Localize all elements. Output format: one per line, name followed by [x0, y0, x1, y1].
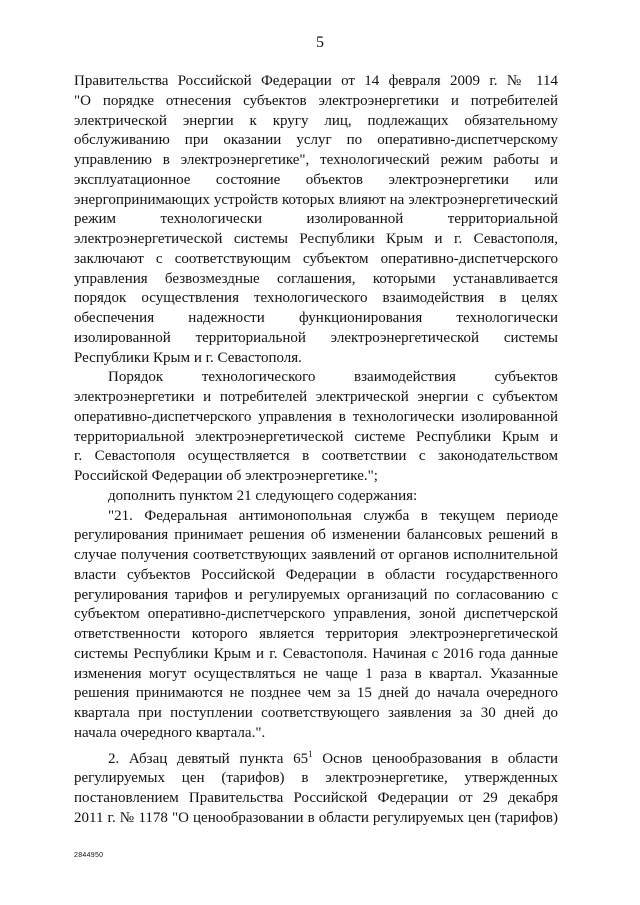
text-line: эксплуатационное состояние объектов электроэнергетики или — [74, 171, 558, 188]
text-line: квартала при поступлении соответствующего заявления за 30 дней до — [74, 705, 558, 721]
text-line: "О порядке отнесения субъектов электроэнергетики и потребителей — [74, 92, 558, 109]
text-line: дополнить пунктом 21 следующего содержания: — [108, 487, 418, 504]
text-line: оперативно-диспетчерского управления в технологически изолированной — [74, 408, 558, 425]
text-line: 2011 г. № 1178 "О ценообразовании в области регулируемых цен (тарифов) — [74, 809, 558, 826]
text-line: изменения могут осуществляться не чаще 1 раза в квартал. Указанные — [74, 665, 558, 682]
text-line: постановлением Правительства Российской Федерации от 29 декабря — [74, 790, 558, 806]
text-line: Правительства Российской Федерации от 14 февраля 2009 г. № 114 — [74, 73, 558, 89]
text-line: изолированной территориальной электроэнергетической системы — [74, 329, 558, 346]
text-line: Порядок технологического взаимодействия субъектов — [108, 369, 558, 386]
text-segment: Основ ценообразования в области — [312, 750, 558, 767]
text-line: Республики Крым и г. Севастополя. — [74, 349, 302, 366]
text-line: регулирования принимает решения об изменении балансовых решений в — [74, 527, 558, 544]
text-line: управлению в электроэнергетике", технологический режим работы и — [74, 152, 558, 168]
text-line: системы Республики Крым и г. Севастополя. Начиная с 2016 года данные — [74, 645, 558, 662]
document-id: 2844950 — [74, 852, 104, 859]
text-line: заключают с соответствующим субъектом оперативно-диспетчерского — [74, 250, 558, 267]
text-line: "21. Федеральная антимонопольная служба в текущем периоде — [108, 507, 558, 524]
text-line: регулируемых цен (тарифов) в электроэнергетике, утвержденных — [74, 770, 558, 787]
text-line: регулирования тарифов и регулируемых организаций по согласованию с — [74, 586, 558, 603]
text-line: ответственности которого является территория электроэнергетической — [74, 626, 558, 642]
text-segment: 2. Абзац девятый пункта 65 — [108, 750, 309, 767]
superscript: 1 — [308, 748, 313, 759]
text-line: режим технологически изолированной территориальной — [74, 211, 558, 228]
text-line: власти субъектов Российской Федерации в области государственного — [74, 566, 558, 583]
page-number: 5 — [316, 34, 324, 51]
text-line: начала очередного квартала.". — [74, 724, 266, 741]
text-line: электроэнергетики и потребителей электрической энергии с субъектом — [74, 389, 558, 405]
text-line: электрической энергии к кругу лиц, подлежащих обязательному — [74, 112, 558, 129]
text-line: территориальной электроэнергетической системе Республики Крым и — [74, 428, 558, 445]
text-line: Российской Федерации об электроэнергетике."; — [74, 468, 378, 484]
text-line: управления безвозмездные соглашения, которыми устанавливается — [74, 270, 558, 287]
text-line: порядок осуществления технологического взаимодействия в целях — [74, 290, 558, 307]
text-line — [74, 750, 558, 770]
text-line: энергопринимающих устройств которых влияют на электроэнергетический — [74, 191, 558, 208]
text-line: электроэнергетической системы Республики Крым и г. Севастополя, — [74, 231, 558, 247]
text-line: случае получения соответствующих заявлений от органов исполнительной — [74, 547, 558, 563]
text-line: обеспечения надежности функционирования технологически — [74, 310, 558, 326]
text-line: решения принимаются не позднее чем за 15 дней до начала очередного — [74, 685, 558, 702]
text-line: г. Севастополя осуществляется в соответствии с законодательством — [74, 448, 558, 465]
text-line: обслуживанию при оказании услуг по оперативно-диспетчерскому — [74, 132, 558, 149]
document-body — [74, 72, 558, 829]
text-line: субъектом оперативно-диспетчерского управления, зоной диспетчерской — [74, 606, 558, 623]
